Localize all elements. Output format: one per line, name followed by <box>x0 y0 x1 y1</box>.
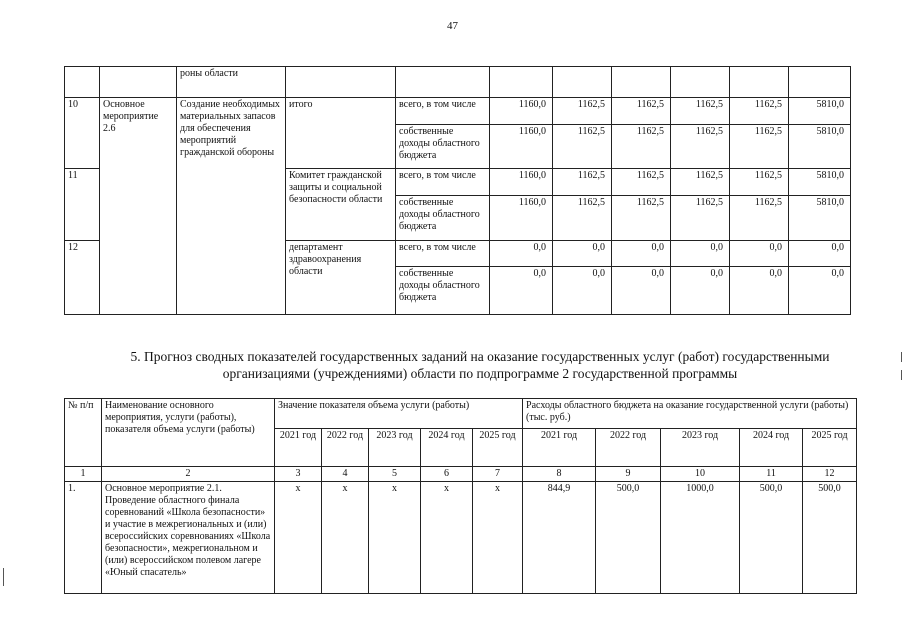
value-cell: 1162,5 <box>730 169 789 196</box>
source-cell: собственные доходы областного бюджета <box>396 267 490 315</box>
value-cell: 1160,0 <box>490 125 553 169</box>
column-number: 5 <box>369 467 421 482</box>
page-number: 47 <box>447 20 458 32</box>
cost-cell: 500,0 <box>803 482 857 594</box>
value-cell: 1160,0 <box>490 98 553 125</box>
value-cell: 0,0 <box>612 241 671 267</box>
value-cell: 1162,5 <box>553 169 612 196</box>
value-cell: 0,0 <box>490 241 553 267</box>
header-name: Наименование основного мероприятия, услуги (работы), показателя объема услуги (работы) <box>102 399 275 467</box>
value-cell: х <box>473 482 523 594</box>
column-number: 3 <box>275 467 322 482</box>
column-number: 4 <box>322 467 369 482</box>
scan-margin-mark <box>901 370 902 380</box>
value-cell: 1162,5 <box>612 98 671 125</box>
source-cell: всего, в том числе <box>396 241 490 267</box>
cost-cell: 844,9 <box>523 482 596 594</box>
cost-cell: 500,0 <box>596 482 661 594</box>
budget-table <box>64 66 851 315</box>
value-cell: 5810,0 <box>789 98 851 125</box>
year-header: 2025 год <box>473 429 523 467</box>
value-cell: 0,0 <box>671 241 730 267</box>
value-cell: 0,0 <box>612 267 671 315</box>
value-cell: 0,0 <box>789 241 851 267</box>
value-cell: 5810,0 <box>789 169 851 196</box>
value-cell: х <box>421 482 473 594</box>
header-value: Значение показателя объема услуги (работы) <box>275 399 523 429</box>
cell-name-continued: роны области <box>177 67 286 98</box>
value-cell: х <box>369 482 421 594</box>
event-cell: Основное мероприятие 2.6 <box>100 98 177 315</box>
source-cell: собственные доходы областного бюджета <box>396 125 490 169</box>
year-header: 2023 год <box>661 429 740 467</box>
source-cell: собственные доходы областного бюджета <box>396 196 490 241</box>
executor-cell: итого <box>286 98 396 169</box>
value-cell: 1162,5 <box>671 125 730 169</box>
value-cell: 0,0 <box>730 267 789 315</box>
event-name-cell: Основное мероприятие 2.1. Проведение областного финала соревнований «Школа безопасности» и участие в межрегиональных и (или) всероссийских соревнованиях «Школа безопасности», межрегиональном и (или) всероссийском полевом лагере «Юный спасатель» <box>102 482 275 594</box>
scan-margin-mark <box>3 568 4 586</box>
column-number: 6 <box>421 467 473 482</box>
value-cell: 1162,5 <box>671 98 730 125</box>
event-name-cell: Создание необходимых материальных запасов для обеспечения мероприятий гражданской обороны <box>177 98 286 315</box>
year-header: 2022 год <box>322 429 369 467</box>
value-cell: 5810,0 <box>789 125 851 169</box>
year-header: 2022 год <box>596 429 661 467</box>
section-title: 5. Прогноз сводных показателей государственных заданий на оказание государственных услуг (работ) государственными организациями (учреждениями) области по подпрограмме 2 государственной программы <box>130 349 830 381</box>
executor-cell: департамент здравоохранения области <box>286 241 396 315</box>
value-cell: 1162,5 <box>730 125 789 169</box>
year-header: 2024 год <box>421 429 473 467</box>
header-cost: Расходы областного бюджета на оказание государственной услуги (работы) (тыс. руб.) <box>523 399 857 429</box>
value-cell: 1162,5 <box>553 196 612 241</box>
value-cell: 1162,5 <box>553 125 612 169</box>
column-number: 10 <box>661 467 740 482</box>
column-number: 2 <box>102 467 275 482</box>
value-cell: х <box>275 482 322 594</box>
column-number: 9 <box>596 467 661 482</box>
year-header: 2021 год <box>275 429 322 467</box>
year-header: 2025 год <box>803 429 857 467</box>
year-header: 2023 год <box>369 429 421 467</box>
value-cell: 1162,5 <box>671 196 730 241</box>
table-header-row <box>65 399 857 429</box>
value-cell: 1162,5 <box>553 98 612 125</box>
column-number: 11 <box>740 467 803 482</box>
value-cell: 0,0 <box>553 241 612 267</box>
year-header: 2021 год <box>523 429 596 467</box>
value-cell: 1162,5 <box>671 169 730 196</box>
value-cell: 0,0 <box>553 267 612 315</box>
column-number: 7 <box>473 467 523 482</box>
cost-cell: 1000,0 <box>661 482 740 594</box>
service-forecast-table <box>64 398 857 594</box>
row-number: 12 <box>65 241 100 315</box>
source-cell: всего, в том числе <box>396 98 490 125</box>
column-numbers-row <box>65 467 857 482</box>
value-cell: 5810,0 <box>789 196 851 241</box>
year-header: 2024 год <box>740 429 803 467</box>
value-cell: 1162,5 <box>612 169 671 196</box>
value-cell: 1160,0 <box>490 169 553 196</box>
row-number: 1. <box>65 482 102 594</box>
value-cell: 0,0 <box>490 267 553 315</box>
value-cell: 0,0 <box>730 241 789 267</box>
value-cell: 1160,0 <box>490 196 553 241</box>
column-number: 1 <box>65 467 102 482</box>
value-cell: х <box>322 482 369 594</box>
column-number: 12 <box>803 467 857 482</box>
table-row <box>65 67 851 98</box>
row-number: 10 <box>65 98 100 169</box>
value-cell: 1162,5 <box>612 196 671 241</box>
column-number: 8 <box>523 467 596 482</box>
value-cell: 0,0 <box>671 267 730 315</box>
executor-cell: Комитет гражданской защиты и социальной безопасности области <box>286 169 396 241</box>
source-cell: всего, в том числе <box>396 169 490 196</box>
row-number: 11 <box>65 169 100 241</box>
cost-cell: 500,0 <box>740 482 803 594</box>
value-cell: 0,0 <box>789 267 851 315</box>
value-cell: 1162,5 <box>730 98 789 125</box>
scan-margin-mark <box>901 352 902 362</box>
value-cell: 1162,5 <box>612 125 671 169</box>
header-number: № п/п <box>65 399 102 467</box>
value-cell: 1162,5 <box>730 196 789 241</box>
table-row <box>65 482 857 594</box>
table-row <box>65 98 851 125</box>
